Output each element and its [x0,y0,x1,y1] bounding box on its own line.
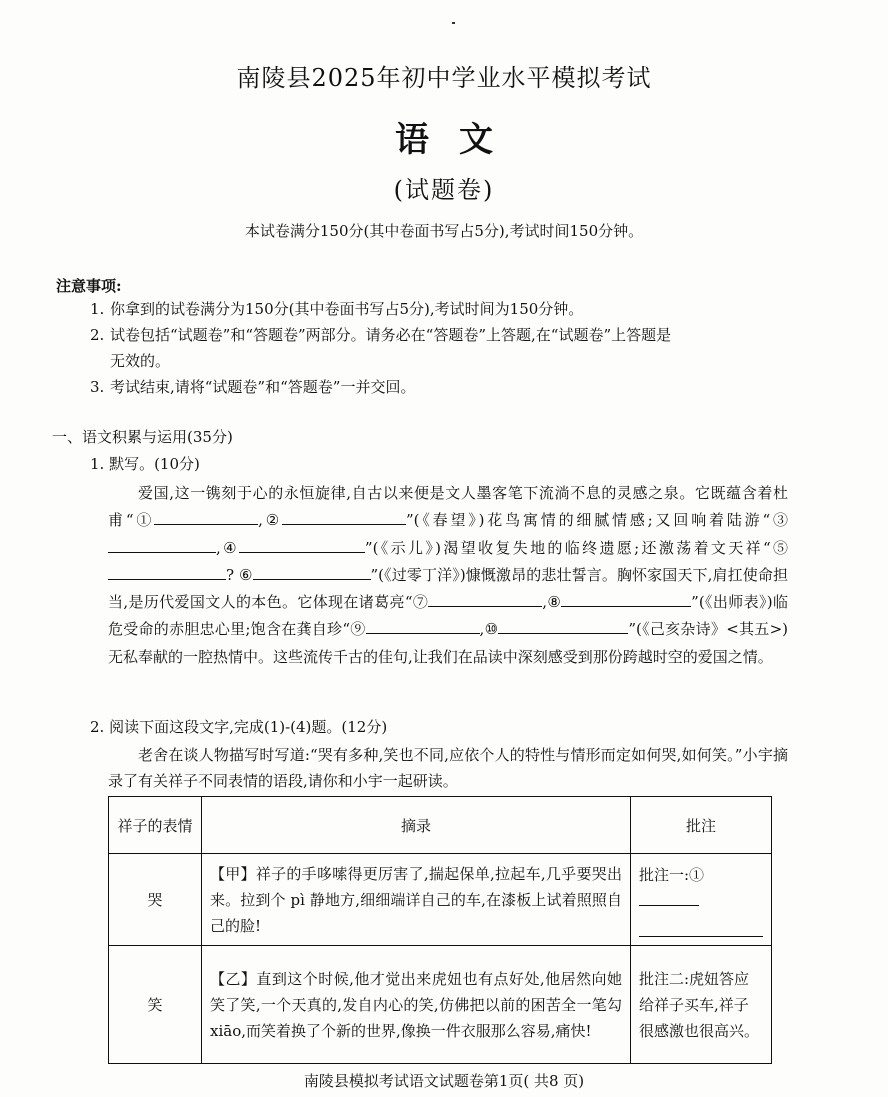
blank-marker: ⑧ [547,593,562,612]
blank-marker: ① [133,511,155,530]
note-label: 批注一:① [639,866,705,884]
blank-marker: ⑩ [484,620,499,639]
blank-marker: ⑦ [412,593,429,612]
header-note: 批注 [631,797,772,854]
answer-blank [108,563,226,580]
question-1-title: 1. 默写。(10分) [90,455,200,473]
punctuation: ? [226,565,235,584]
exam-title: 南陵县2025年初中学业水平模拟考试 [236,64,652,92]
passage-text: ”(《春望》)花鸟寓情的细腻情感;又回响着陆游“ [406,511,771,530]
expression-cell: 哭 [109,854,202,946]
page-footer: 南陵县模拟考试语文试题卷第1页( 共8 页) [303,1072,585,1090]
note-item [90,296,790,322]
note-text: 考试结束,请将“试题卷”和“答题卷”一并交回。 [110,378,416,396]
answer-blank [253,563,371,580]
punctuation: , [216,538,221,557]
excerpt-cell: 【乙】直到这个时候,他才觉出来虎妞也有点好处,他居然向她笑了笑,一个天真的,发自内心的笑,仿佛把以前的困苦全一笔勾 xiāo,而笑着换了个新的世界,像换一件衣服那么容易,痛快! [202,946,631,1064]
dictation-paragraph [108,480,788,671]
expression-cell: 笑 [109,946,202,1064]
table-row [109,946,772,1064]
note-cell [631,854,772,946]
passage-text: ”(《出师表》)临危受命的赤胆忠心里;饱含在龚自珍“ [108,593,788,639]
answer-blank [498,617,628,634]
subject-title: 语文 [395,120,523,160]
question-2-title: 2. 阅读下面这段文字,完成(1)-(4)题。(12分) [90,718,388,736]
section-heading: 一、语文积累与运用(35分) [52,428,233,446]
note-cell: 批注二:虎妞答应给祥子买车,祥子很感激也很高兴。 [631,946,772,1064]
note-number: 3. [90,378,105,396]
answer-blank [639,889,699,906]
passage-text: 爱国,这一镌刻于心的永恒旋律,自古以来便是文人墨客笔下流淌不息的灵感之泉。它既蕴含着杜甫“ [108,484,788,530]
question-2-intro: 老舍在谈人物描写时写道:“哭有多种,笑也不同,应依个人的特性与情形而定如何哭,如何笑。”小宇摘录了有关祥子不同表情的语段,请你和小宇一起研读。 [108,746,788,790]
blank-marker: ④ [220,538,239,557]
exam-info: 本试卷满分150分(其中卷面书写占5分),考试时间150分钟。 [244,222,644,240]
note-item [90,374,790,400]
note-number: 2. [90,326,105,344]
passage-text: ”(《示儿》)渴望收复失地的临终遗愿;还激荡着文天祥“ [364,538,771,557]
table-row [109,854,772,946]
excerpt-table [108,796,772,1064]
note-text: 你拿到的试卷满分为150分(其中卷面书写占5分),考试时间为150分钟。 [110,300,584,318]
header-expression: 祥子的表情 [109,797,202,854]
excerpt-cell: 【甲】祥子的手哆嗦得更厉害了,揣起保单,拉起车,几乎要哭出来。拉到个 pì 静地方,细细端详自己的车,在漆板上试着照照自己的脸! [202,854,631,946]
answer-blank [428,590,542,607]
passage-text: ”(《己亥杂诗》<其五>)无私奉献的一腔热情中。这些流传千古的佳句,让我们在品读中深刻感受到那份跨越时空的爱国之情。 [108,620,788,666]
passage-text: ”(《过零丁洋》)慷慨激昂的悲壮誓言。胸怀家国天下,肩扛使命担当,是历代爱国文人的本色。它体现在诸葛亮“ [108,565,788,612]
paper-type: (试题卷) [393,176,495,204]
note-text: 试卷包括“试题卷”和“答题卷”两部分。请务必在“答题卷”上答题,在“试题卷”上答题是 [110,326,672,344]
note-item [90,322,790,374]
blank-marker: ③ [770,511,788,530]
blank-marker: ⑤ [770,538,788,557]
punctuation: , [542,593,547,612]
answer-blank [108,536,216,553]
question-1-body [108,480,788,671]
answer-blank [366,617,480,634]
header-excerpt: 摘录 [202,797,631,854]
blank-marker: ⑨ [350,620,366,639]
notes-heading: 注意事项: [56,277,122,295]
note-number: 1. [90,300,105,318]
blank-marker: ② [262,511,283,530]
punctuation: , [479,620,485,639]
table-header-row [109,797,772,854]
blank-marker: ⑥ [238,565,253,584]
punctuation: , [258,511,263,530]
answer-blank [561,590,691,607]
answer-blank [282,508,406,525]
scan-speck [452,22,455,24]
answer-blank [154,508,258,525]
note-text-continued: 无效的。 [110,352,171,370]
answer-line [639,916,763,937]
answer-blank [239,536,365,553]
